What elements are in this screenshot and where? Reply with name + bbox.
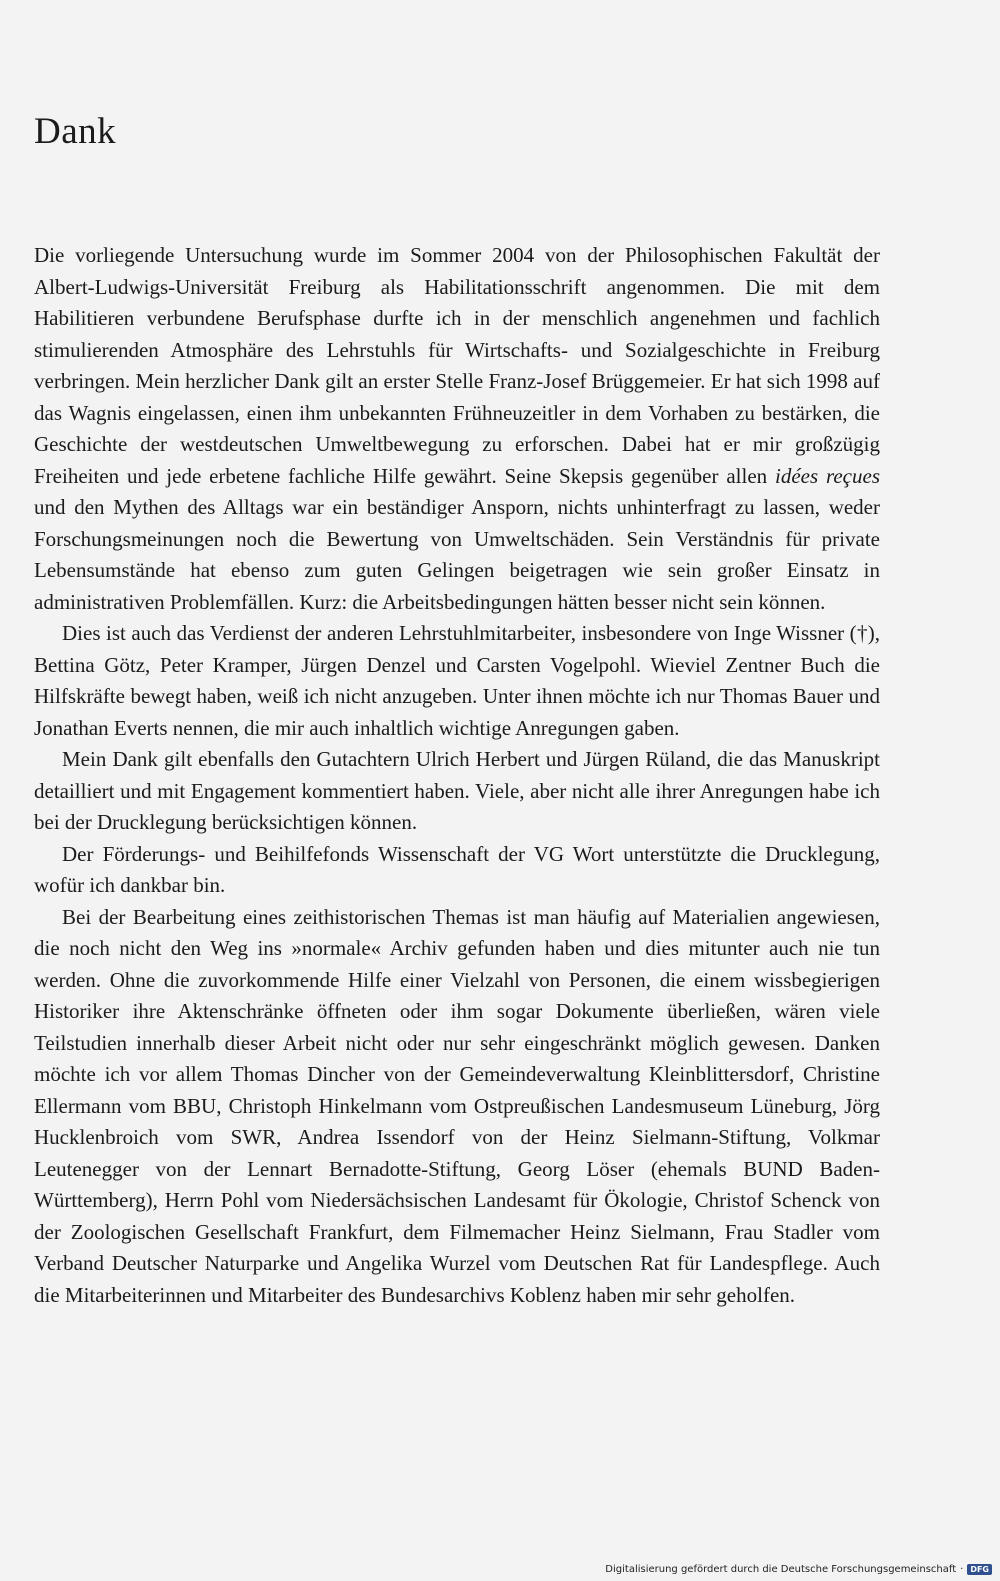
- paragraph-2: Dies ist auch das Verdienst der anderen Lehrstuhlmitarbeiter, insbesondere von Inge Wissner (†), Bettina Götz, Peter Kramper, Jürgen Denzel und Carsten Vogelpohl. Wieviel Zentner Buch die Hilfskräfte bewegt haben, weiß ich nicht anzugeben. Unter ihnen möchte ich nur Thomas Bauer und Jonathan Everts nennen, die mir auch inhaltlich wichtige Anregungen gaben.: [34, 621, 880, 740]
- body-text: [34, 240, 880, 1311]
- paragraph-1: [34, 240, 880, 618]
- digitization-footer: Digitalisierung gefördert durch die Deutsche Forschungsgemeinschaft · DFG: [605, 1564, 992, 1575]
- paragraph-1-text-end: und den Mythen des Alltags war ein beständiger Ansporn, nichts unhinterfragt zu lassen, weder Forschungsmeinungen noch die Bewertung von Umweltschäden. Sein Verständnis für private Lebensumstände hat ebenso zum guten Gelingen beigetragen wie sein großer Einsatz in administrativen Problemfällen. Kurz: die Arbeitsbedingungen hätten besser nicht sein können.: [34, 495, 880, 614]
- page-title: Dank: [34, 111, 117, 152]
- paragraph-1-text-start: Die vorliegende Untersuchung wurde im Sommer 2004 von der Philosophischen Fakultät der Albert-Ludwigs-Universität Freiburg als Habilitationsschrift angenommen. Die mit dem Habilitieren verbundene Berufsphase durfte ich in der menschlich angenehmen und fachlich stimulierenden Atmosphäre des Lehrstuhls für Wirtschafts- und Sozialgeschichte in Freiburg verbringen. Mein herzlicher Dank gilt an erster Stelle Franz-Josef Brüggemeier. Er hat sich 1998 auf das Wagnis eingelassen, einen ihm unbekannten Frühneuzeitler in dem Vorhaben zu bestärken, die Geschichte der westdeutschen Umweltbewegung zu erforschen. Dabei hat er mir großzügig Freiheiten und jede erbetene fachliche Hilfe gewährt. Seine Skepsis gegenüber allen: [34, 243, 880, 488]
- paragraph-1-italic-term: idées reçues: [774, 463, 880, 488]
- dfg-logo: DFG: [967, 1564, 992, 1575]
- paragraph-5: Bei der Bearbeitung eines zeithistorischen Themas ist man häufig auf Materialien angewiesen, die noch nicht den Weg ins »normale« Archiv gefunden haben und dies mitunter auch nie tun werden. Ohne die zuvorkommende Hilfe einer Vielzahl von Personen, die einem wissbegierigen Historiker ihre Aktenschränke öffneten oder ihm sogar Dokumente überließen, wären viele Teilstudien innerhalb dieser Arbeit nicht oder nur sehr eingeschränkt möglich gewesen. Danken möchte ich vor allem Thomas Dincher von der Gemeindeverwaltung Kleinblittersdorf, Christine Ellermann vom BBU, Christoph Hinkelmann vom Ostpreußischen Landesmuseum Lüneburg, Jörg Hucklenbroich vom SWR, Andrea Issendorf von der Heinz Sielmann-Stiftung, Volkmar Leutenegger von der Lennart Bernadotte-Stiftung, Georg Löser (ehemals BUND Baden-Württemberg), Herrn Pohl vom Niedersächsischen Landesamt für Ökologie, Christof Schenck von der Zoologischen Gesellschaft Frankfurt, dem Filmemacher Heinz Sielmann, Frau Stadler vom Verband Deutscher Naturparke und Angelika Wurzel vom Deutschen Rat für Landespflege. Auch die Mitarbeiterinnen und Mitarbeiter des Bundesarchivs Koblenz haben mir sehr geholfen.: [34, 904, 880, 1307]
- footer-credit: Digitalisierung gefördert durch die Deutsche Forschungsgemeinschaft: [605, 1564, 957, 1575]
- paragraph-4: Der Förderungs- und Beihilfefonds Wissenschaft der VG Wort unterstützte die Drucklegung, wofür ich dankbar bin.: [34, 841, 880, 897]
- paragraph-3: Mein Dank gilt ebenfalls den Gutachtern Ulrich Herbert und Jürgen Rüland, die das Manuskript detailliert und mit Engagement kommentiert haben. Viele, aber nicht alle ihrer Anregungen habe ich bei der Drucklegung berücksichtigen können.: [34, 747, 880, 834]
